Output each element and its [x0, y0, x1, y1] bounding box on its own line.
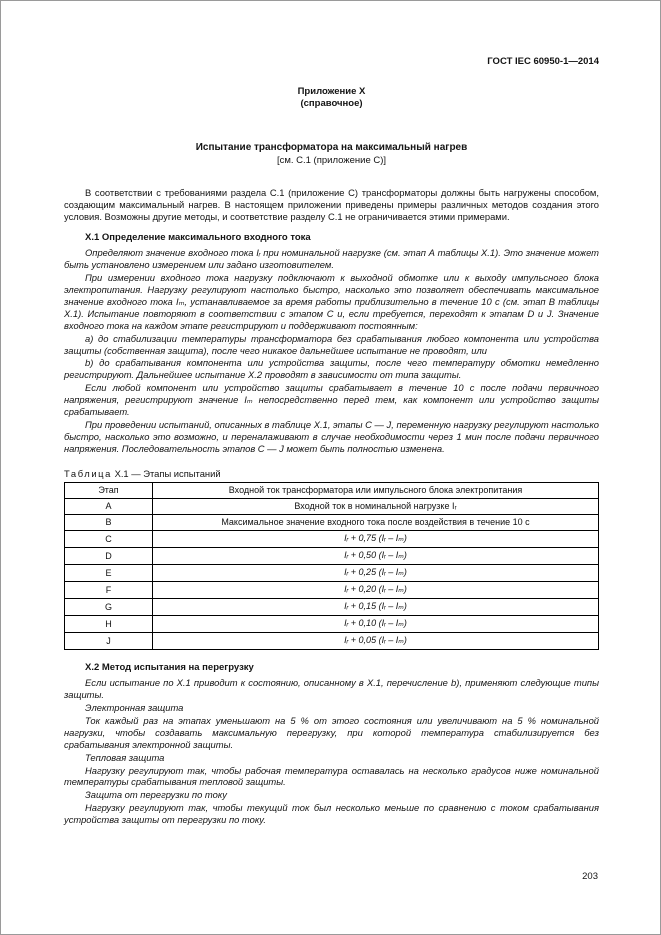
x1-paragraph-3: Если любой компонент или устройство защиты срабатывает в течение 10 с после подачи первичного напряжения, регистрируют значение Iₘ непосредственно перед тем, как компонент или устройство защиты срабатывает.	[64, 382, 599, 418]
table-row	[65, 564, 599, 581]
stage-cell: D	[65, 547, 153, 564]
document-title: Испытание трансформатора на максимальный нагрев	[195, 141, 468, 153]
value-cell: Iᵣ + 0,05 (Iᵣ – Iₘ)	[153, 632, 599, 649]
annex-title: Приложение Х	[297, 86, 366, 97]
value-cell: Максимальное значение входного тока после воздействия в течение 10 с	[153, 514, 599, 530]
table-row	[65, 498, 599, 514]
table-row	[65, 547, 599, 564]
x1-list-item-a: а) до стабилизации температуры трансформатора без срабатывания любого компонента или устройства защиты (собственная защита), после чего никакое дальнейшее испытание не проводят, или	[64, 332, 599, 356]
value-cell: Iᵣ + 0,75 (Iᵣ – Iₘ)	[153, 530, 599, 547]
annex-subtitle: (справочное)	[300, 98, 363, 110]
table-row	[65, 615, 599, 632]
value-cell: Iᵣ + 0,15 (Iᵣ – Iₘ)	[153, 598, 599, 615]
table-caption-text: Х.1 — Этапы испытаний	[114, 467, 221, 479]
section-x1-heading: Х.1 Определение максимального входного тока	[85, 232, 311, 243]
x2-paragraph-4: Нагрузку регулируют так, чтобы текущий ток был несколько меньше по сравнению с током срабатывания устройства защиты от перегрузки по току.	[64, 802, 599, 826]
annex-label	[64, 86, 599, 111]
intro-paragraph: В соответствии с требованиями раздела С.1 (приложение С) трансформаторы должны быть нагружены способом, создающим максимальный нагрев. В настоящем приложении приведены примеры различных методов создания этого условия. Возможны другие методы, и соответствие разделу С.1 не ограничивается этими примерами.	[64, 187, 599, 223]
value-cell: Iᵣ + 0,10 (Iᵣ – Iₘ)	[153, 615, 599, 632]
table-row	[65, 581, 599, 598]
value-cell: Iᵣ + 0,20 (Iᵣ – Iₘ)	[153, 581, 599, 598]
x1-paragraph-2: При измерении входного тока нагрузку подключают к выходной обмотке или к выходу импульсного блока электропитания. Нагрузку регулируют настолько быстро, насколько это позволяет обеспечивать максимальное значение входного тока Iₘ, устанавливаемое за время работы приблизительно в течение 10 с (см. этап В таблицы Х.1). Испытание повторяют в соответствии с этапом С и, если требуется, переходят к этапам D и J. Значение входного тока на каждом этапе регистрируют и поддерживают постоянным:	[64, 271, 599, 331]
value-cell: Iᵣ + 0,50 (Iᵣ – Iₘ)	[153, 547, 599, 564]
test-steps-table	[64, 482, 599, 650]
x2-paragraph-3: Нагрузку регулируют так, чтобы рабочая температура оставалась на несколько градусов ниже номинальной температуры срабатывания тепловой защиты.	[64, 764, 599, 788]
value-cell: Входной ток в номинальной нагрузке Iᵣ	[153, 498, 599, 514]
table-header-row	[65, 482, 599, 498]
x1-paragraph-1: Определяют значение входного тока Iᵣ при номинальной нагрузке (см. этап А таблицы Х.1). Это значение может быть установлено измерением или задано изготовителем.	[64, 247, 599, 270]
stage-cell: E	[65, 564, 153, 581]
stage-cell: C	[65, 530, 153, 547]
stage-cell: J	[65, 632, 153, 649]
table-caption	[64, 468, 599, 479]
document-body	[64, 187, 599, 826]
page-number: 203	[582, 871, 598, 882]
x2-paragraph-1: Если испытание по Х.1 приводит к состоянию, описанному в Х.1, перечисление b), применяют следующие типы защиты.	[64, 676, 599, 700]
standard-designation: ГОСТ IEC 60950-1—2014	[487, 56, 599, 67]
table-header-current: Входной ток трансформатора или импульсного блока электропитания	[153, 482, 599, 498]
document-title-reference: [см. С.1 (приложение С)]	[276, 155, 387, 167]
stage-cell: G	[65, 598, 153, 615]
section-x2	[64, 662, 599, 826]
table-row	[65, 632, 599, 649]
table-row	[65, 598, 599, 615]
table-row	[65, 514, 599, 530]
title-block	[64, 142, 599, 167]
table-row	[65, 530, 599, 547]
x2-paragraph-2: Ток каждый раз на этапах уменьшают на 5 % от этого состояния или увеличивают на 5 % номинальной нагрузки, чтобы создавать максимальную перегрузку, при которой температура стабилизируется без срабатывания электронной защиты.	[64, 714, 599, 750]
table-caption-word: Таблица	[64, 467, 112, 479]
stage-cell: A	[65, 498, 153, 514]
x2-subheading-overcurrent: Защита от перегрузки по току	[85, 789, 227, 801]
x2-subheading-thermal: Тепловая защита	[85, 751, 165, 763]
stage-cell: B	[65, 514, 153, 530]
table-header-stage: Этап	[65, 482, 153, 498]
value-cell: Iᵣ + 0,25 (Iᵣ – Iₘ)	[153, 564, 599, 581]
x1-list-item-b: b) до срабатывания компонента или устройства защиты, после чего температуру обмотки немедленно регистрируют. Дальнейшее испытание Х.2 проводят в зависимости от типа защиты.	[64, 357, 599, 381]
stage-cell: H	[65, 615, 153, 632]
x1-paragraph-4: При проведении испытаний, описанных в таблице Х.1, этапы С — J, переменную нагрузку регулируют настолько быстро, насколько это возможно, и переналаживают в случае необходимости через 1 мин после подачи первичного напряжения. Последовательность этапов С — J может быть полностью изменена.	[64, 419, 599, 454]
stage-cell: F	[65, 581, 153, 598]
x2-subheading-electronic: Электронная защита	[85, 701, 184, 713]
section-x2-heading: Х.2 Метод испытания на перегрузку	[85, 661, 254, 673]
